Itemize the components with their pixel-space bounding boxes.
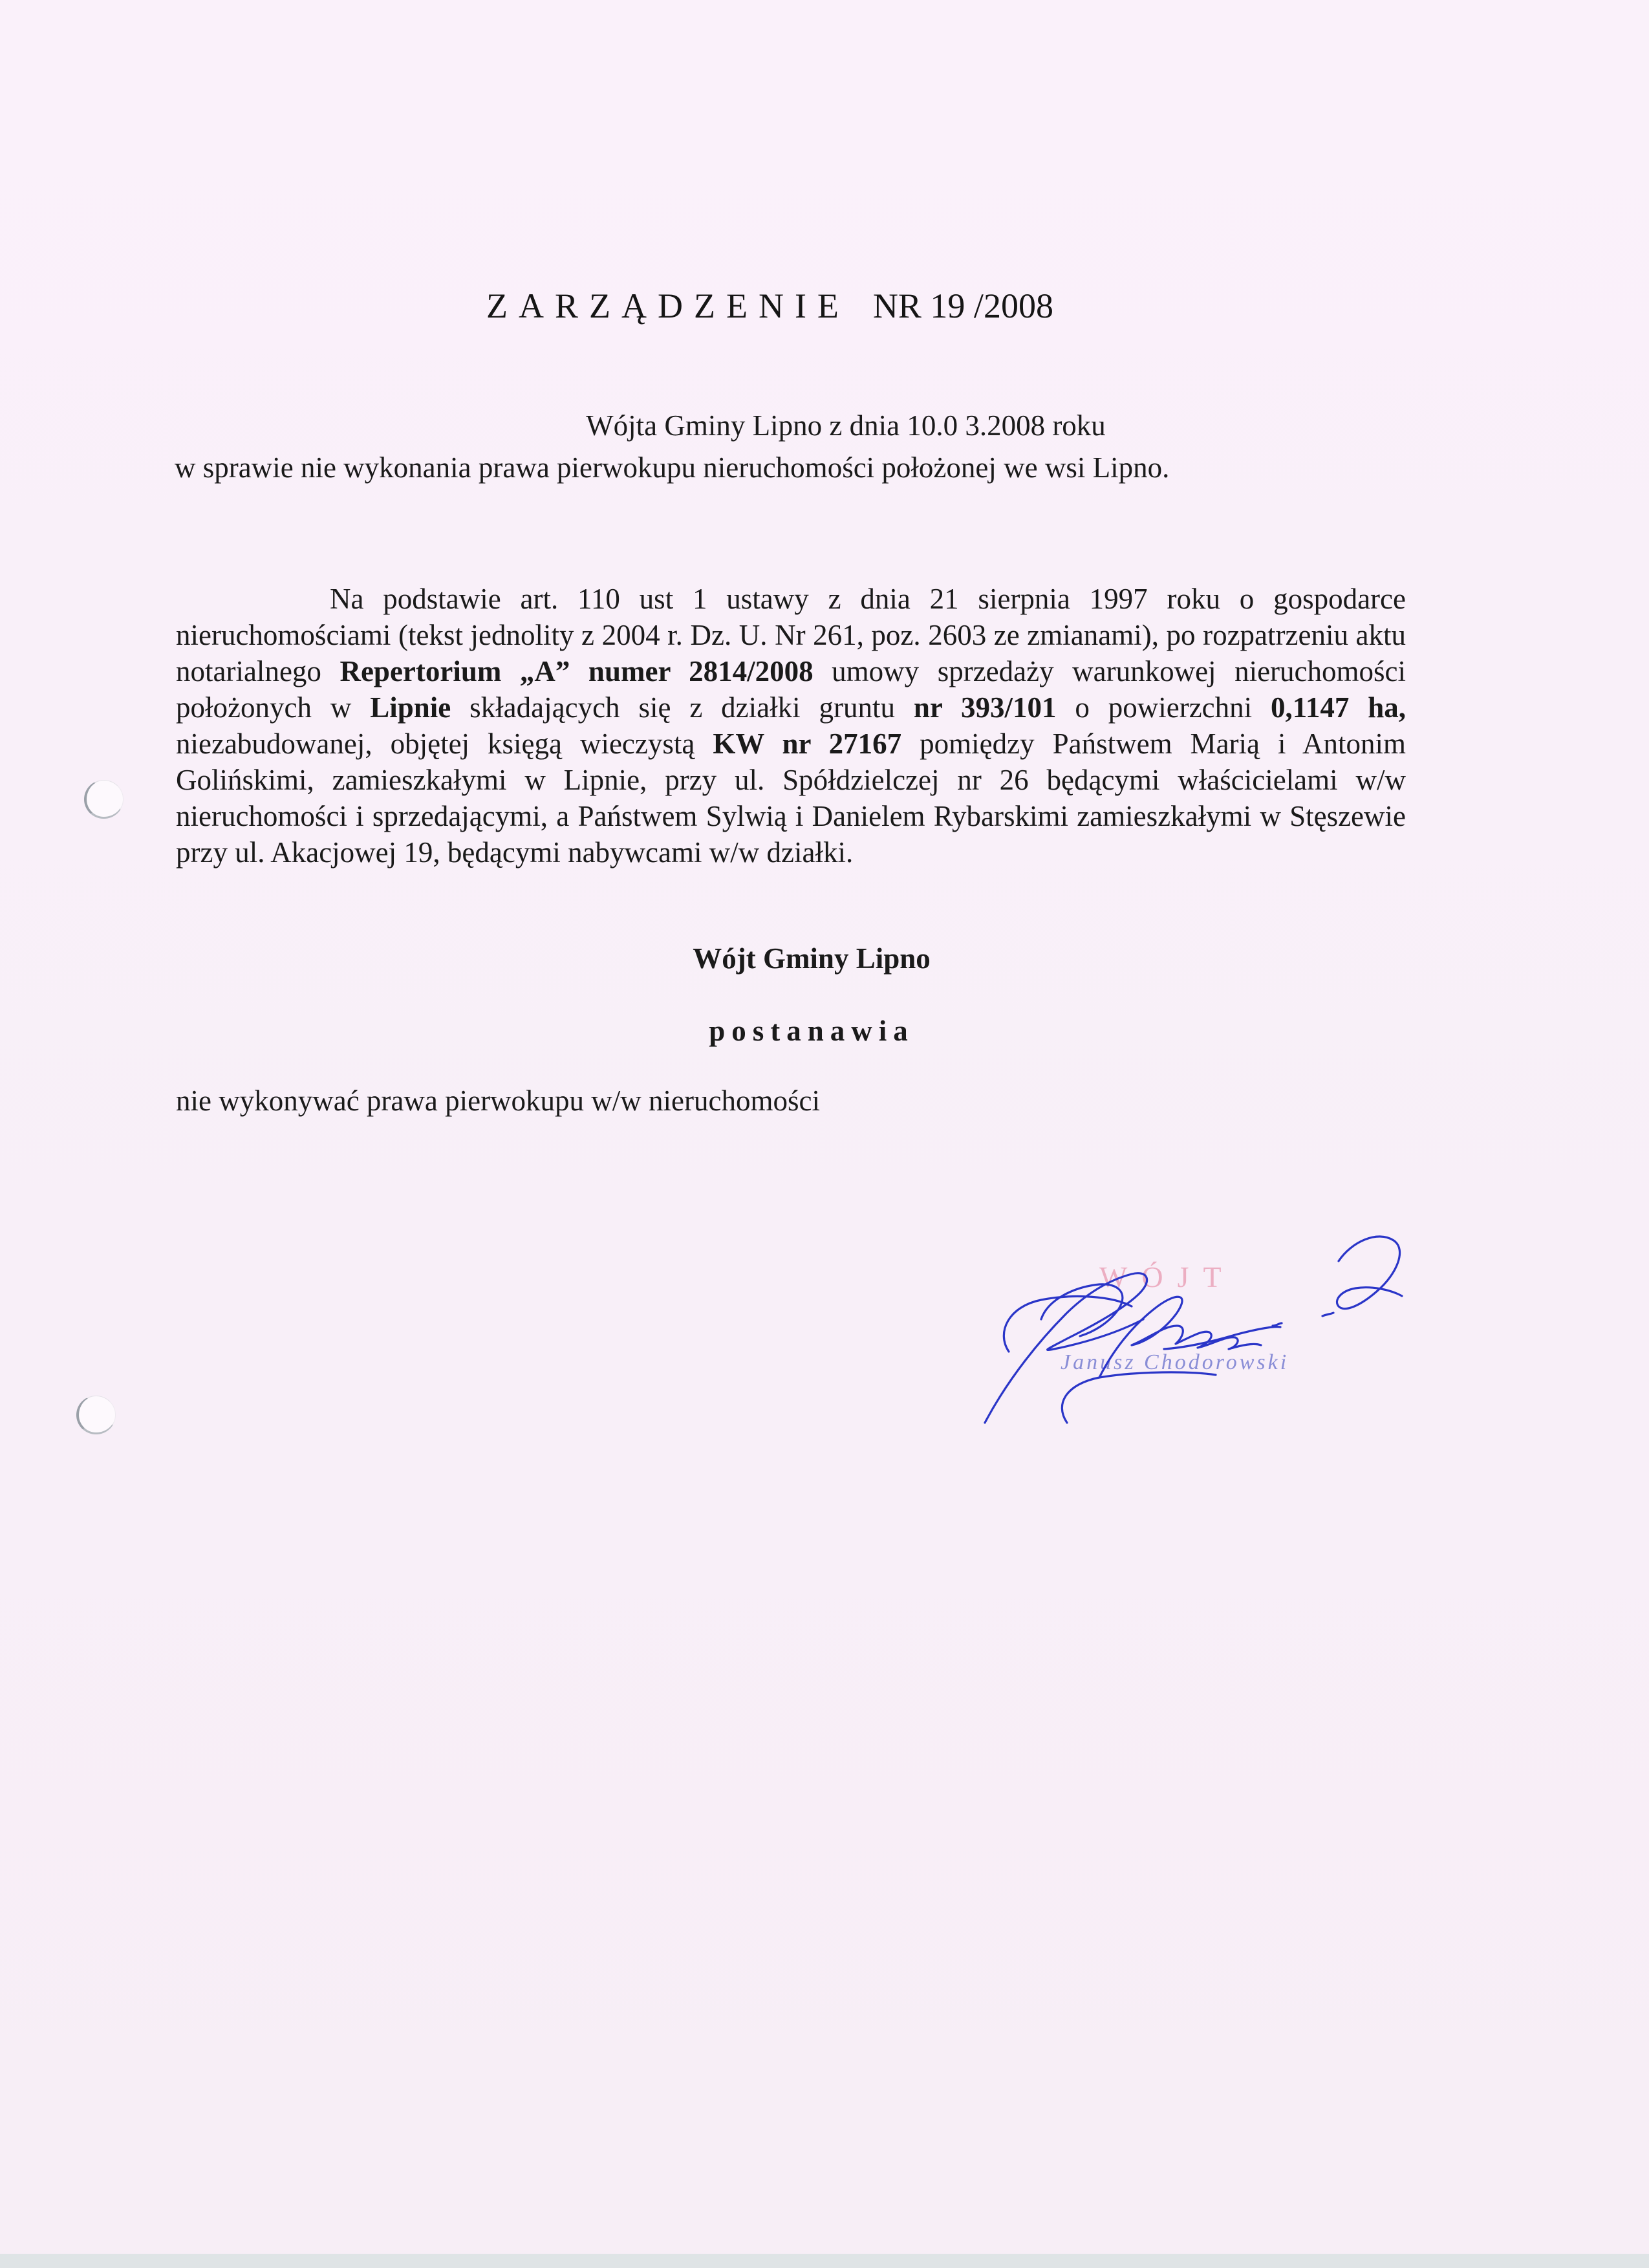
punch-hole-bottom bbox=[76, 1396, 116, 1434]
stamp-name: Janusz Chodorowski bbox=[1061, 1350, 1289, 1374]
body-text-part-5: niezabudowanej, objętej księgą wieczystą bbox=[176, 728, 713, 760]
heading-postanawia: postanawia bbox=[709, 1015, 914, 1047]
handwritten-signature bbox=[970, 1229, 1461, 1449]
title-word: ZARZĄDZENIE bbox=[486, 286, 850, 325]
stamp-title: WÓJT bbox=[1099, 1260, 1236, 1293]
body-paragraph bbox=[176, 581, 1406, 870]
body-bold-land-register: KW nr 27167 bbox=[713, 728, 902, 760]
body-text-part-1: Na podstawie art. 110 ust 1 ustawy z dnia 21 sierpnia 1997 roku o gospodarce nieruchomościami (tekst jednolity z 2004 r. Dz. U. Nr 261, poz. 2603 ze zmianami), po rozpatrzeniu aktu notarialnego bbox=[176, 583, 1406, 687]
document-title bbox=[486, 286, 1053, 326]
body-bold-area: 0,1147 ha, bbox=[1271, 691, 1406, 724]
punch-hole-top bbox=[84, 780, 124, 819]
heading-wojt: Wójt Gminy Lipno bbox=[693, 942, 931, 975]
title-number: NR 19 /2008 bbox=[872, 286, 1053, 325]
body-bold-parcel-number: nr 393/101 bbox=[913, 691, 1057, 724]
body-bold-lipnie: Lipnie bbox=[370, 691, 451, 724]
body-text-part-2: umowy sprzedaży warunkowej nieruchomości położonych w bbox=[176, 655, 1406, 724]
intro-line-2: w sprawie nie wykonania prawa pierwokupu nieruchomości położonej we wsi Lipno. bbox=[175, 451, 1170, 484]
decision-text: nie wykonywać prawa pierwokupu w/w nieruchomości bbox=[176, 1085, 820, 1117]
scan-bottom-edge bbox=[0, 2254, 1649, 2268]
intro-line-1: Wójta Gminy Lipno z dnia 10.0 3.2008 roku bbox=[586, 409, 1106, 442]
body-bold-repertorium: Repertorium „A” numer 2814/2008 bbox=[339, 655, 814, 687]
body-text-part-4: o powierzchni bbox=[1056, 691, 1271, 724]
body-text-part-3: składających się z działki gruntu bbox=[451, 691, 914, 724]
body-text-part-6: pomiędzy Państwem Marią i Antonim Golińskimi, zamieszkałymi w Lipnie, przy ul. Spółdzielczej nr 26 będącymi właścicielami w/w nieruchomości i sprzedającymi, a Państwem Sylwią i Danielem Rybarskimi zamieszkałymi w Stęszewie przy ul. Akacjowej 19, będącymi nabywcami w/w działki. bbox=[176, 728, 1406, 869]
